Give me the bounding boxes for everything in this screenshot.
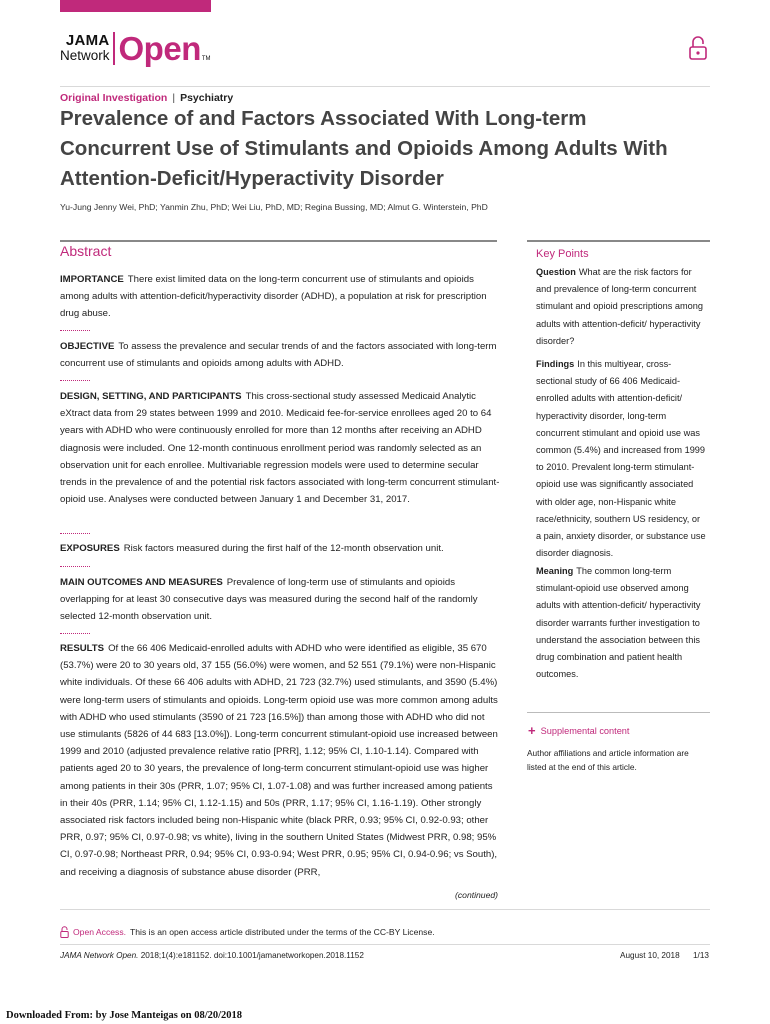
abstract-objective: [60, 338, 500, 372]
supplemental-content-link[interactable]: [528, 724, 629, 737]
article-category[interactable]: Psychiatry: [180, 92, 234, 104]
continued-note: (continued): [455, 890, 498, 900]
exposures-text: Risk factors measured during the first half of the 12-month observation unit.: [123, 543, 444, 554]
section-dash: [60, 633, 90, 634]
supplemental-label: Supplemental content: [540, 725, 630, 736]
outcomes-text: Prevalence of long-term use of stimulants and opioids overlapping for at least 30 consecutive days was measured during the second half of the randomly selected 12-month observation unit.: [60, 577, 478, 623]
key-point-findings: [536, 356, 706, 562]
outcomes-label: MAIN OUTCOMES AND MEASURES: [60, 577, 223, 588]
section-dash: [60, 566, 90, 567]
open-access-label[interactable]: Open Access.: [73, 927, 127, 937]
question-label: Question: [536, 267, 576, 277]
results-label: RESULTS: [60, 643, 105, 654]
logo-trademark: TM: [201, 56, 211, 62]
article-citation: [60, 951, 364, 960]
objective-text: To assess the prevalence and secular trends of and the factors associated with long-term concurrent use of stimulants and opioids among adults with ADHD.: [60, 341, 497, 370]
page-number: 1/13: [693, 951, 709, 960]
abstract-heading: Abstract: [60, 243, 112, 259]
jama-network-open-logo[interactable]: [60, 30, 211, 66]
importance-text: There exist limited data on the long-term concurrent use of stimulants and opioids among adults with attention-deficit/hyperactivity disorder (ADHD), a population at risk for prescription drug abuse.: [60, 274, 487, 320]
objective-label: OBJECTIVE: [60, 341, 115, 352]
abstract-divider: [60, 240, 497, 242]
logo-divider: [113, 32, 115, 65]
exposures-label: EXPOSURES: [60, 543, 120, 554]
header-divider: [60, 86, 710, 87]
author-list: Yu-Jung Jenny Wei, PhD; Yanmin Zhu, PhD; Wei Liu, PhD, MD; Regina Bussing, MD; Almut G. Winterstein, PhD: [60, 202, 488, 212]
key-points-divider: [527, 240, 710, 242]
question-text: What are the risk factors for and prevalence of long-term concurrent stimulant and opioid prescriptions among adults with attention-deficit/ hyperactivity disorder?: [536, 267, 703, 346]
findings-label: Findings: [536, 359, 575, 369]
logo-jama-text: JAMA: [65, 32, 110, 50]
design-label: DESIGN, SETTING, AND PARTICIPANTS: [60, 391, 242, 402]
key-points-heading: Key Points: [536, 248, 589, 260]
article-title: Prevalence of and Factors Associated With Long-term Concurrent Use of Stimulants and Opioids Among Adults With Attention-Deficit/Hyperactivity Disorder: [60, 107, 668, 190]
results-text: Of the 66 406 Medicaid-enrolled adults with ADHD who were identified as eligible, 35 670 (53.7%) were 20 to 30 years old, 37 155 (56.0%) were women, and 52 551 (79.1%) were non-Hispanic white individuals. Of these 66 406 adults with ADHD, 21 723 (32.7%) used stimulants, and 3590 (5.4%) were long-term users of stimulants and opioids. Long-term opioid use was more common among adults with ADHD who used stimulants (3590 of 21 723 [16.5%]) than among those with ADHD who did not use stimulants (5826 of 44 683 [13.0%]). Long-term concurrent stimulant-opioid use increased between 1999 and 2010 (adjusted prevalence relative ratio [PRR], 1.12; 95% CI, 1.10-1.14). Compared with patients aged 20 to 30 years, the prevalence of long-term concurrent stimulant-opioid use was higher among patients in their 30s (PRR, 1.07; 95% CI, 1.07-1.08) and was further increased among patients in their 40s (PRR, 1.14; 95% CI, 1.12-1.15) and 50s (PRR, 1.17; 95% CI, 1.16-1.19). Other strongly associated risk factors included being non-Hispanic white (black PRR, 0.93; 95% CI, 0.92-0.93; other PRR, 0.97; 95% CI, 0.97-0.98; vs white), living in the southern United States (Midwest PRR, 0.98; 95% CI, 0.97-0.98; Northeast PRR, 0.94; 95% CI, 0.93-0.94; West PRR, 0.95; 95% CI, 0.94-0.96; vs South), and receiving a diagnosis of substance abuse disorder (PRR,: [60, 643, 498, 878]
abstract-design: [60, 388, 500, 508]
key-point-question: [536, 264, 706, 350]
open-access-lock-icon: [60, 926, 69, 938]
meaning-label: Meaning: [536, 566, 574, 576]
design-text: This cross-sectional study assessed Medicaid Analytic eXtract data from 29 states between 1999 and 2010. Medicaid fee-for-service enrollees aged 20 to 64 years with ADHD who were continuously enrolled for more than 12 months after receiving an ADHD diagnosis were included. One 12-month continuous enrollment period was randomly selected as an observation unit for each enrollee. Multivariable regression models were used to determine secular trends in the prevalence of and the potential risk factors associated with long-term concurrent stimulant-opioid use. Analyses were conducted between January 1 and December 31, 2017.: [60, 391, 500, 506]
abstract-importance: [60, 271, 500, 323]
supplemental-divider: [527, 712, 710, 713]
article-section-label: [60, 92, 233, 104]
journal-name: JAMA Network Open.: [60, 951, 139, 960]
section-dash: [60, 533, 90, 534]
footer-divider: [60, 944, 710, 945]
section-dash: [60, 380, 90, 381]
open-lock-icon: [688, 36, 708, 60]
author-affiliations-note: Author affiliations and article information are listed at the end of this article.: [527, 748, 689, 772]
section-dash: [60, 330, 90, 331]
open-access-text: This is an open access article distributed under the terms of the CC-BY License.: [130, 927, 435, 937]
abstract-outcomes: [60, 574, 500, 626]
abstract-exposures: [60, 540, 500, 557]
abstract-results: [60, 640, 500, 881]
publication-date: August 10, 2018: [620, 951, 680, 960]
citation-text: 2018;1(4):e181152. doi:10.1001/jamanetworkopen.2018.1152: [140, 951, 364, 960]
article-type[interactable]: Original Investigation: [60, 92, 168, 104]
section-separator: |: [172, 92, 176, 104]
logo-network-text: Network: [60, 48, 110, 64]
plus-icon: +: [528, 723, 536, 738]
open-access-notice: [60, 926, 435, 938]
logo-open-text: Open: [118, 29, 201, 67]
importance-label: IMPORTANCE: [60, 274, 124, 285]
key-point-meaning: [536, 563, 706, 683]
meaning-text: The common long-term stimulant-opioid use observed among adults with attention-deficit/ hyperactivity disorder warrants further investigation to understand the association between this drug combination and patient health outcomes.: [536, 566, 701, 680]
footer-divider: [60, 909, 710, 910]
top-accent-bar: [60, 0, 211, 12]
findings-text: In this multiyear, cross-sectional study of 66 406 Medicaid-enrolled adults with attention-deficit/ hyperactivity disorder, long-term concurrent stimulant and opioid use was common (5.4%) and increased from 1999 to 2010. Prevalent long-term stimulant-opioid use was significantly associated with older age, non-Hispanic white race/ethnicity, southern US residency, or a pain, anxiety disorder, or substance use disorder diagnosis.: [536, 359, 706, 559]
download-stamp: Downloaded From: by Jose Manteigas on 08/20/2018: [6, 1010, 243, 1021]
